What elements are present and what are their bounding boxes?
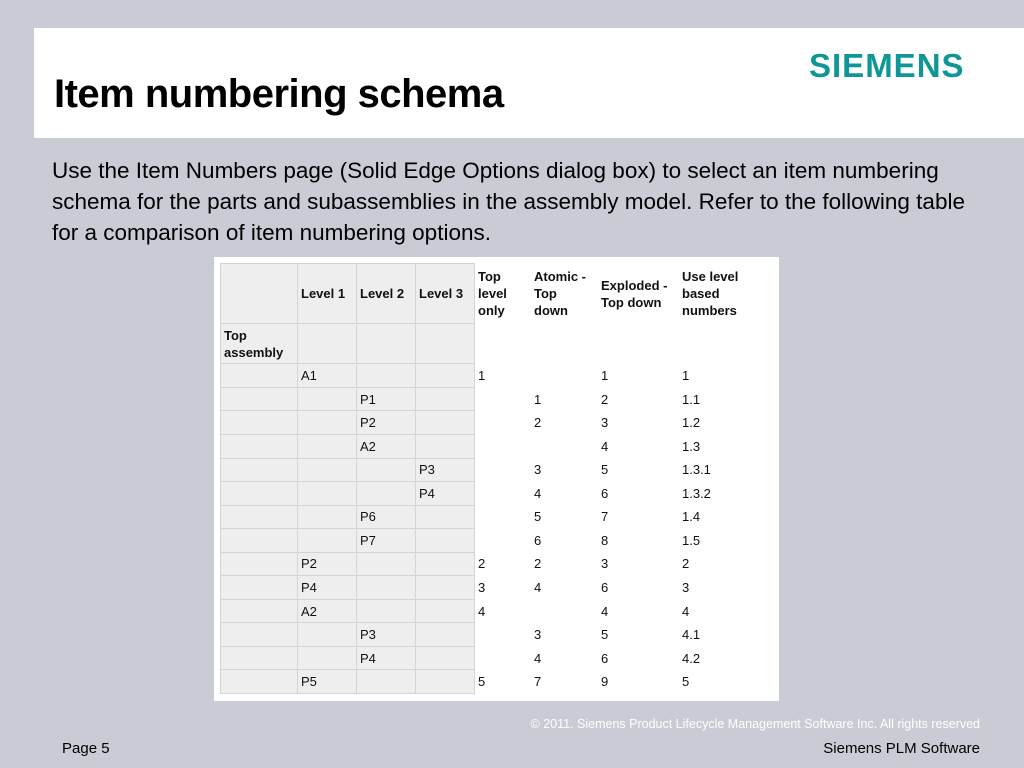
table-cell: P2 [298, 552, 357, 576]
table-cell: 1.3.2 [679, 482, 754, 506]
table-row [221, 505, 754, 529]
column-header: Level 3 [416, 264, 475, 324]
table-cell: 3 [598, 552, 679, 576]
table-cell: 1.2 [679, 411, 754, 435]
table-cell: A2 [298, 599, 357, 623]
table-cell [475, 529, 531, 553]
column-header [221, 264, 298, 324]
table-cell: 5 [598, 458, 679, 482]
table-cell [298, 529, 357, 553]
table-cell: 3 [679, 576, 754, 600]
table-cell [416, 387, 475, 411]
table-cell [416, 411, 475, 435]
table-cell [416, 576, 475, 600]
table-cell [221, 505, 298, 529]
table-cell: A1 [298, 364, 357, 388]
table-cell: 1 [679, 364, 754, 388]
table-cell: P3 [416, 458, 475, 482]
table-cell [475, 387, 531, 411]
table-cell [416, 646, 475, 670]
table-cell: P4 [357, 646, 416, 670]
table-cell: 3 [598, 411, 679, 435]
table-screenshot [214, 257, 779, 701]
table-cell [416, 599, 475, 623]
table-cell: 1.1 [679, 387, 754, 411]
table-cell [475, 646, 531, 670]
table-cell: 6 [598, 646, 679, 670]
table-cell [298, 387, 357, 411]
table-cell: 2 [531, 552, 598, 576]
table-cell: 2 [679, 552, 754, 576]
table-cell [357, 364, 416, 388]
table-cell: 7 [598, 505, 679, 529]
table-row [221, 411, 754, 435]
column-header: Atomic - Top down [531, 264, 598, 324]
table-cell: 2 [531, 411, 598, 435]
table-cell [221, 670, 298, 694]
table-cell [298, 411, 357, 435]
item-numbering-table [220, 263, 754, 694]
table-cell [298, 623, 357, 647]
table-cell: 5 [598, 623, 679, 647]
table-cell: P2 [357, 411, 416, 435]
table-cell: 4.2 [679, 646, 754, 670]
table-cell: 4 [679, 599, 754, 623]
table-header-row [221, 264, 754, 324]
table-cell: 6 [598, 482, 679, 506]
table-cell: 3 [531, 623, 598, 647]
table-cell: P4 [416, 482, 475, 506]
table-cell [416, 529, 475, 553]
table-cell: P4 [298, 576, 357, 600]
table-cell [475, 458, 531, 482]
table-cell [357, 324, 416, 364]
table-cell: 4 [598, 599, 679, 623]
table-cell: P3 [357, 623, 416, 647]
table-row [221, 623, 754, 647]
table-cell: 4 [531, 646, 598, 670]
table-cell [475, 505, 531, 529]
table-cell [416, 623, 475, 647]
column-header: Use level based numbers [679, 264, 754, 324]
table-cell: 2 [598, 387, 679, 411]
table-cell [221, 387, 298, 411]
table-cell [298, 324, 357, 364]
siemens-logo: SIEMENS [809, 47, 965, 84]
copyright-notice: © 2011. Siemens Product Lifecycle Management Software Inc. All rights reserved [530, 717, 980, 731]
table-cell [475, 324, 531, 364]
table-row [221, 364, 754, 388]
table-cell [475, 623, 531, 647]
table-cell: 1 [598, 364, 679, 388]
table-cell [416, 670, 475, 694]
footer-company: Siemens PLM Software [823, 740, 980, 757]
table-cell: 5 [475, 670, 531, 694]
table-row [221, 458, 754, 482]
table-row [221, 434, 754, 458]
table-cell [357, 458, 416, 482]
table-cell [531, 324, 598, 364]
table-cell [531, 599, 598, 623]
table-cell: 4 [598, 434, 679, 458]
table-cell: 4 [531, 576, 598, 600]
table-cell [679, 324, 754, 364]
table-cell: 4 [475, 599, 531, 623]
table-cell [416, 434, 475, 458]
table-cell [221, 576, 298, 600]
table-cell [298, 505, 357, 529]
table-row [221, 529, 754, 553]
table-cell: 4.1 [679, 623, 754, 647]
table-row [221, 646, 754, 670]
table-row [221, 482, 754, 506]
table-row [221, 576, 754, 600]
table-cell: 1 [531, 387, 598, 411]
column-header: Top level only [475, 264, 531, 324]
table-row [221, 387, 754, 411]
table-cell [357, 482, 416, 506]
table-cell: P6 [357, 505, 416, 529]
table-cell [298, 458, 357, 482]
table-cell [357, 576, 416, 600]
table-cell: 3 [475, 576, 531, 600]
table-cell: 9 [598, 670, 679, 694]
table-cell [416, 364, 475, 388]
table-cell [221, 458, 298, 482]
table-cell [221, 364, 298, 388]
table-cell [221, 646, 298, 670]
table-cell [416, 552, 475, 576]
column-header: Level 2 [357, 264, 416, 324]
table-cell [221, 434, 298, 458]
table-cell [475, 411, 531, 435]
table-cell: 1.3.1 [679, 458, 754, 482]
table-cell [221, 623, 298, 647]
table-cell [475, 482, 531, 506]
column-header: Level 1 [298, 264, 357, 324]
table-cell [357, 552, 416, 576]
table-cell: A2 [357, 434, 416, 458]
table-cell: 1 [475, 364, 531, 388]
table-cell [221, 411, 298, 435]
table-cell: 3 [531, 458, 598, 482]
table-cell [221, 599, 298, 623]
table-cell [221, 529, 298, 553]
top-assembly-label: Top assembly [221, 324, 298, 364]
table-cell [416, 324, 475, 364]
column-header: Exploded - Top down [598, 264, 679, 324]
top-assembly-row [221, 324, 754, 364]
table-row [221, 552, 754, 576]
table-cell: 6 [598, 576, 679, 600]
table-cell [298, 434, 357, 458]
table-row [221, 670, 754, 694]
table-cell: 1.4 [679, 505, 754, 529]
table-cell [598, 324, 679, 364]
table-cell: 1.5 [679, 529, 754, 553]
table-cell: 4 [531, 482, 598, 506]
table-cell [221, 552, 298, 576]
table-cell: 1.3 [679, 434, 754, 458]
intro-paragraph: Use the Item Numbers page (Solid Edge Options dialog box) to select an item numbering schema for the parts and subassemblies in the assembly model. Refer to the following table for a comparison of item numbering options. [52, 158, 965, 245]
table-cell [298, 482, 357, 506]
table-cell: 5 [531, 505, 598, 529]
table-cell [531, 364, 598, 388]
table-cell: 7 [531, 670, 598, 694]
table-cell [357, 599, 416, 623]
table-cell [298, 646, 357, 670]
table-row [221, 599, 754, 623]
table-cell: 8 [598, 529, 679, 553]
table-cell: 6 [531, 529, 598, 553]
table-cell [357, 670, 416, 694]
table-cell [531, 434, 598, 458]
table-cell: 5 [679, 670, 754, 694]
table-cell [416, 505, 475, 529]
table-cell [221, 482, 298, 506]
table-cell [475, 434, 531, 458]
table-cell: P5 [298, 670, 357, 694]
table-cell: 2 [475, 552, 531, 576]
table-cell: P7 [357, 529, 416, 553]
slide-title: Item numbering schema [54, 72, 504, 116]
table-cell: P1 [357, 387, 416, 411]
title-band [34, 28, 1024, 138]
page-number: Page 5 [62, 740, 110, 757]
